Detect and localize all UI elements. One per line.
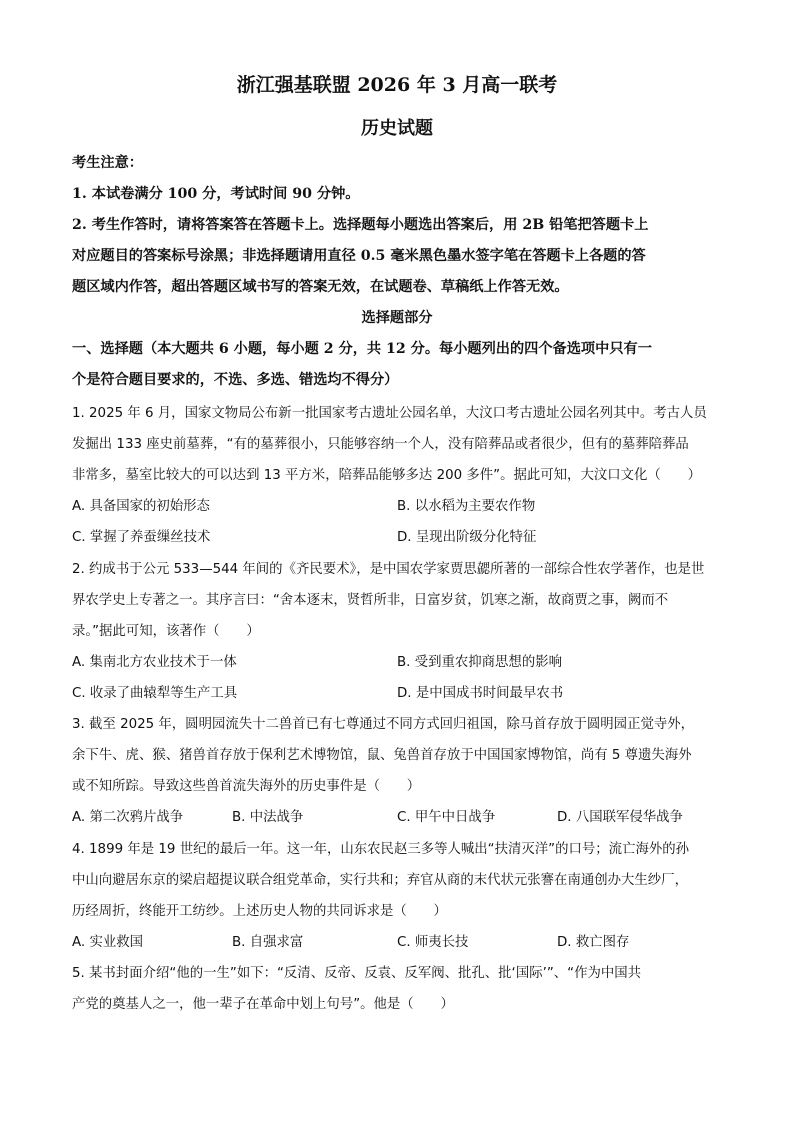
notice-item: 2. 考生作答时，请将答案答在答题卡上。选择题每小题选出答案后，用 2B 铅笔把答题卡上	[72, 217, 649, 233]
notice-item: 题区域内作答，超出答题区域书写的答案无效，在试题卷、草稿纸上作答无效。	[72, 279, 569, 295]
question-4-text: 4. 1899 年是 19 世纪的最后一年。这一年，山东农民赵三多等人喊出“扶清灭洋”的口号；流亡海外的孙	[72, 842, 690, 857]
notice-item: 1. 本试卷满分 100 分，考试时间 90 分钟。	[72, 186, 360, 202]
question-5-text: 5. 某书封面介绍“他的一生”如下：“反清、反帝、反袁、反军阀、批孔、批‘国际’”、“作为中国共	[72, 966, 642, 981]
question-4-text: 中山向避居东京的梁启超提议联合组党革命，实行共和；弃官从商的末代状元张謇在南通创办大生纱厂，	[72, 873, 688, 888]
section-instruction: 个是符合题目要求的，不选、多选、错选均不得分）	[72, 372, 399, 388]
question-2-text: 录。”据此可知，该著作（ ）	[72, 624, 260, 639]
question-4-option-d: D. 救亡图存	[557, 935, 630, 950]
question-3-text: 或不知所踪。导致这些兽首流失海外的历史事件是（ ）	[72, 779, 421, 794]
question-2-option-a: A. 集南北方农业技术于一体	[72, 655, 237, 670]
question-5-text: 产党的奠基人之一，他一辈子在革命中划上句号”。他是（ ）	[72, 997, 454, 1012]
question-1-option-b: B. 以水稻为主要农作物	[397, 499, 536, 514]
section-title: 选择题部分	[361, 310, 433, 326]
question-4-text: 历经周折，终能开工纺纱。上述历史人物的共同诉求是（ ）	[72, 904, 447, 919]
exam-subject: 历史试题	[361, 118, 433, 139]
question-2-text: 界农学史上专著之一。其序言曰：“舍本逐末，贤哲所非，日富岁贫，饥寒之渐，故商贾之事，阙而不	[72, 593, 669, 608]
question-1-text: 发掘出 133 座史前墓葬，“有的墓葬很小，只能够容纳一个人，没有陪葬品或者很少，但有的墓葬陪葬品	[72, 437, 689, 452]
notice-heading: 考生注意：	[72, 155, 143, 171]
question-2-option-b: B. 受到重农抑商思想的影响	[397, 655, 562, 670]
section-instruction: 一、选择题（本大题共 6 小题，每小题 2 分，共 12 分。每小题列出的四个备选项中只有一	[72, 341, 652, 357]
question-3-option-b: B. 中法战争	[232, 810, 304, 825]
question-1-option-d: D. 呈现出阶级分化特征	[397, 530, 537, 545]
question-1-text: 1. 2025 年 6 月，国家文物局公布新一批国家考古遗址公园名单，大汶口考古遗址公园名列其中。考古人员	[72, 406, 707, 421]
question-2-text: 2. 约成书于公元 533—544 年间的《齐民要术》，是中国农学家贾思勰所著的一部综合性农学著作，也是世	[72, 562, 705, 577]
question-3-option-c: C. 甲午中日战争	[397, 810, 496, 825]
question-2-option-d: D. 是中国成书时间最早农书	[397, 686, 564, 701]
question-3-text: 余下牛、虎、猴、猪兽首存放于保利艺术博物馆，鼠、兔兽首存放于中国国家博物馆，尚有 5 尊遗失海外	[72, 748, 692, 763]
notice-item: 对应题目的答案标号涂黑；非选择题请用直径 0.5 毫米黑色墨水签字笔在答题卡上各题的答	[72, 248, 646, 264]
question-3-option-a: A. 第二次鸦片战争	[72, 810, 184, 825]
question-1-text: 非常多，墓室比较大的可以达到 13 平方米，陪葬品能够多达 200 多件”。据此可知，大汶口文化（ ）	[72, 468, 701, 483]
question-1-option-c: C. 掌握了养蚕缫丝技术	[72, 530, 211, 545]
question-2-option-c: C. 收录了曲辕犁等生产工具	[72, 686, 238, 701]
question-4-option-a: A. 实业救国	[72, 935, 143, 950]
question-4-option-c: C. 师夷长技	[397, 935, 469, 950]
question-3-option-d: D. 八国联军侵华战争	[557, 810, 683, 825]
question-1-option-a: A. 具备国家的初始形态	[72, 499, 210, 514]
question-3-text: 3. 截至 2025 年，圆明园流失十二兽首已有七尊通过不同方式回归祖国，除马首存放于圆明园正觉寺外，	[72, 717, 695, 732]
exam-title: 浙江强基联盟 2026 年 3 月高一联考	[236, 74, 558, 96]
question-4-option-b: B. 自强求富	[232, 935, 304, 950]
